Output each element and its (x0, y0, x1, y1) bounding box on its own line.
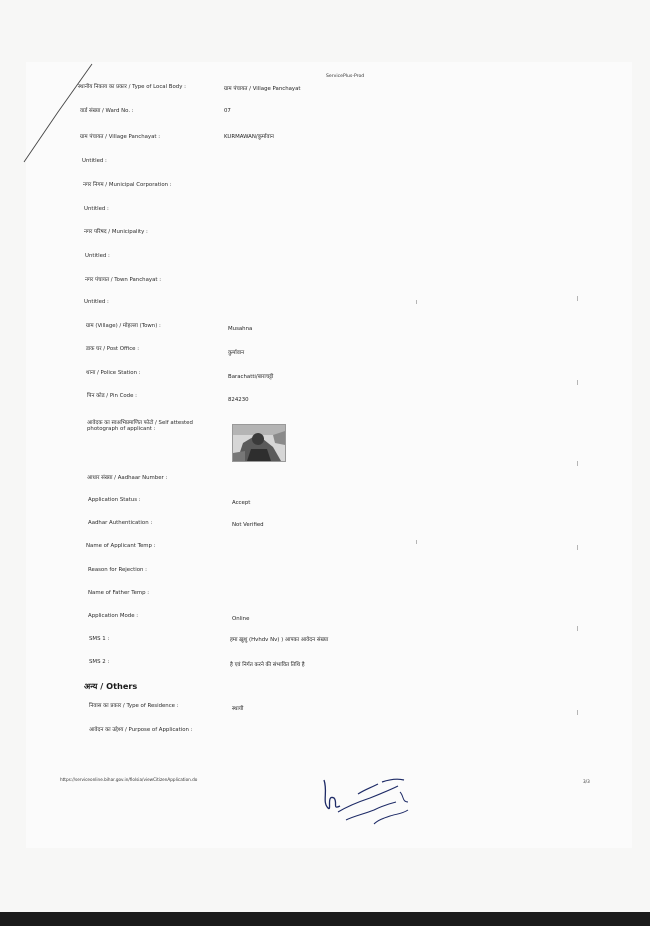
field-label: Reason for Rejection : (88, 567, 147, 573)
scan-mark (577, 380, 578, 385)
scan-mark (416, 300, 417, 304)
field-value: कुर्मावान (228, 350, 245, 356)
field-value: Musahna (228, 326, 253, 332)
field-value: हमा ख़ुशु (Hvhdv Nv) ) आपका आवेदन संख्या (230, 637, 329, 643)
field-value: Accept (232, 500, 251, 506)
field-label: पिन कोड / Pin Code : (87, 393, 137, 399)
field-value: स्थायी (232, 706, 244, 712)
field-label: आवेदक का स्वअभिप्रमाणित फोटो / Self attested (87, 420, 193, 426)
field-label: नगर पंचायत / Town Panchayat : (85, 277, 162, 283)
applicant-photo-icon (232, 424, 286, 462)
scan-mark (577, 545, 578, 550)
field-value: ग्राम पंचायत / Village Panchayat (224, 86, 301, 92)
bottom-bar (0, 912, 650, 926)
field-label: स्थानीय निकाय का प्रकार / Type of Local Body : (78, 84, 186, 90)
field-label: photograph of applicant : (87, 426, 156, 432)
field-label: Untitled : (84, 299, 109, 305)
field-value: 824230 (228, 397, 249, 403)
field-value: Barachatti/बाराचट्टी (228, 374, 274, 380)
field-label: Untitled : (82, 158, 107, 164)
field-label: ग्राम पंचायत / Village Panchayat : (80, 134, 161, 140)
scan-mark (577, 710, 578, 715)
field-label: Application Mode : (88, 613, 139, 619)
field-label: वार्ड संख्या / Ward No. : (80, 108, 134, 114)
field-label: Application Status : (88, 497, 141, 503)
field-label: ग्राम (Village) / मोहल्ला (Town) : (86, 323, 161, 329)
field-label: Name of Father Temp : (88, 590, 150, 596)
field-label: डाक घर / Post Office : (86, 346, 140, 352)
field-label: SMS 2 : (89, 659, 110, 665)
field-label: SMS 1 : (89, 636, 110, 642)
scan-mark (577, 296, 578, 301)
field-label: Name of Applicant Temp : (86, 543, 156, 549)
footer-url: https://serviceonline.bihar.gov.in/fiolsia/viewCitizenApplication.do (60, 777, 198, 782)
scan-mark (577, 461, 578, 466)
field-label: नगर निगम / Municipal Corporation : (83, 182, 172, 188)
page-number: 3/3 (583, 779, 590, 784)
field-label: Untitled : (85, 253, 110, 259)
field-value: 07 (224, 108, 231, 114)
field-value: Online (232, 616, 250, 622)
field-label: Aadhar Authentication : (88, 520, 153, 526)
scan-mark (577, 626, 578, 631)
field-label: आधार संख्या / Aadhaar Number : (87, 475, 168, 481)
scan-mark (416, 540, 417, 544)
field-label: नगर परिषद / Municipality : (84, 229, 148, 235)
field-label: निवास का प्रकार / Type of Residence : (89, 703, 179, 709)
field-value: KURMAWAN/कुर्मावान (224, 134, 274, 140)
field-value: Not Verified (232, 522, 264, 528)
field-label: थाना / Police Station : (86, 370, 141, 376)
official-signature-stamp-icon (318, 772, 428, 834)
others-heading: अन्य / Others (84, 681, 138, 691)
field-label: आवेदन का उद्देश्य / Purpose of Application : (89, 727, 193, 733)
field-value: है एवं निर्गत करने की संभावित तिथि है (230, 662, 305, 668)
header-right-text: ServicePlus-Prod (326, 74, 365, 79)
field-label: Untitled : (84, 206, 109, 212)
